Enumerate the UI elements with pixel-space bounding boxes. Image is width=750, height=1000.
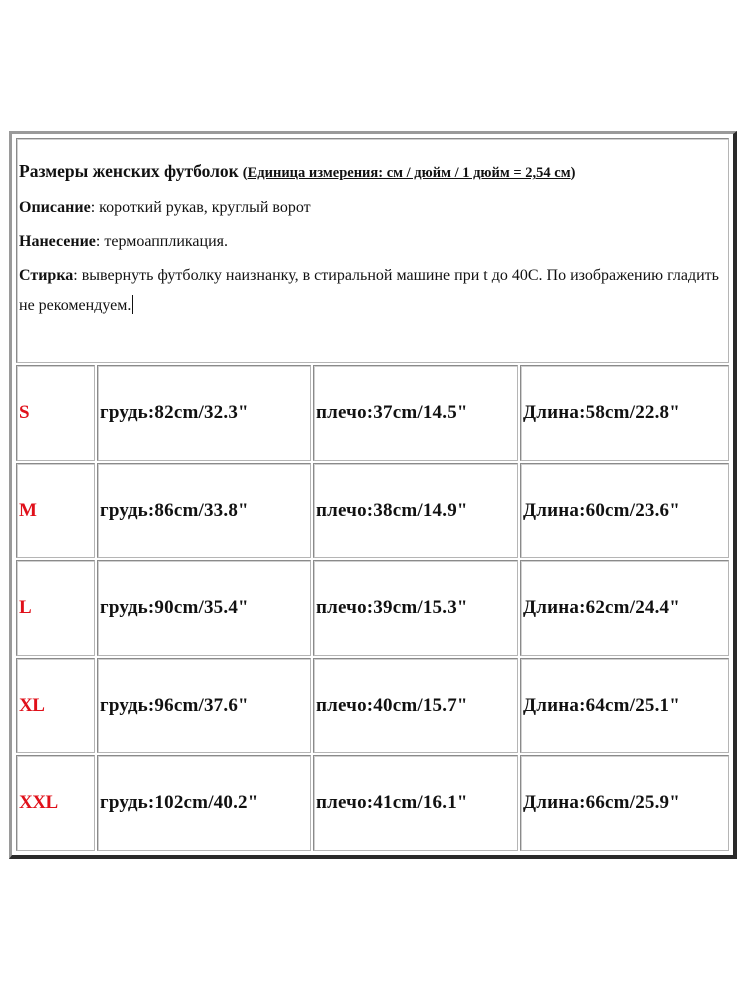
unit-note: (Единица измерения: см / дюйм / 1 дюйм = 2,54 см) <box>242 165 576 182</box>
shoulder-measurement: плечо:39cm/15.3" <box>313 560 518 656</box>
table-row <box>16 658 729 754</box>
product-info-cell[interactable] <box>16 138 729 363</box>
unit-note-text: Единица измерения: см / дюйм / 1 дюйм = 2,54 см <box>247 165 571 182</box>
size-chart-table <box>14 136 731 853</box>
description-line <box>19 199 726 216</box>
length-measurement: Длина:60cm/23.6" <box>520 463 729 559</box>
size-label: M <box>16 463 95 559</box>
chest-measurement: грудь:96cm/37.6" <box>97 658 311 754</box>
wash-line <box>19 261 726 321</box>
table-row <box>16 560 729 656</box>
length-measurement: Длина:64cm/25.1" <box>520 658 729 754</box>
table-row <box>16 463 729 559</box>
size-label: XXL <box>16 755 95 851</box>
shoulder-measurement: плечо:40cm/15.7" <box>313 658 518 754</box>
size-label: L <box>16 560 95 656</box>
print-value: : термоаппликация. <box>95 233 229 251</box>
size-label: S <box>16 365 95 461</box>
chest-measurement: грудь:102cm/40.2" <box>97 755 311 851</box>
chart-title-line <box>19 163 726 182</box>
size-label: XL <box>16 658 95 754</box>
chest-measurement: грудь:86cm/33.8" <box>97 463 311 559</box>
shoulder-measurement: плечо:41cm/16.1" <box>313 755 518 851</box>
chest-measurement: грудь:82cm/32.3" <box>97 365 311 461</box>
print-line <box>19 233 726 250</box>
size-chart-frame <box>9 131 737 859</box>
chest-measurement: грудь:90cm/35.4" <box>97 560 311 656</box>
text-caret <box>132 295 133 314</box>
description-label: Описание <box>19 199 91 217</box>
length-measurement: Длина:58cm/22.8" <box>520 365 729 461</box>
length-measurement: Длина:62cm/24.4" <box>520 560 729 656</box>
print-label: Нанесение <box>19 233 96 251</box>
shoulder-measurement: плечо:38cm/14.9" <box>313 463 518 559</box>
shoulder-measurement: плечо:37cm/14.5" <box>313 365 518 461</box>
description-value: : короткий рукав, круглый ворот <box>90 199 311 217</box>
table-row <box>16 365 729 461</box>
wash-label: Стирка <box>19 267 74 285</box>
info-row <box>16 138 729 363</box>
table-row <box>16 755 729 851</box>
length-measurement: Длина:66cm/25.9" <box>520 755 729 851</box>
chart-title: Размеры женских футболок <box>19 161 239 182</box>
wash-value: : вывернуть футболку наизнанку, в стиральной машине при t до 40С. По изображению гладить не рекомендуем. <box>19 267 719 315</box>
